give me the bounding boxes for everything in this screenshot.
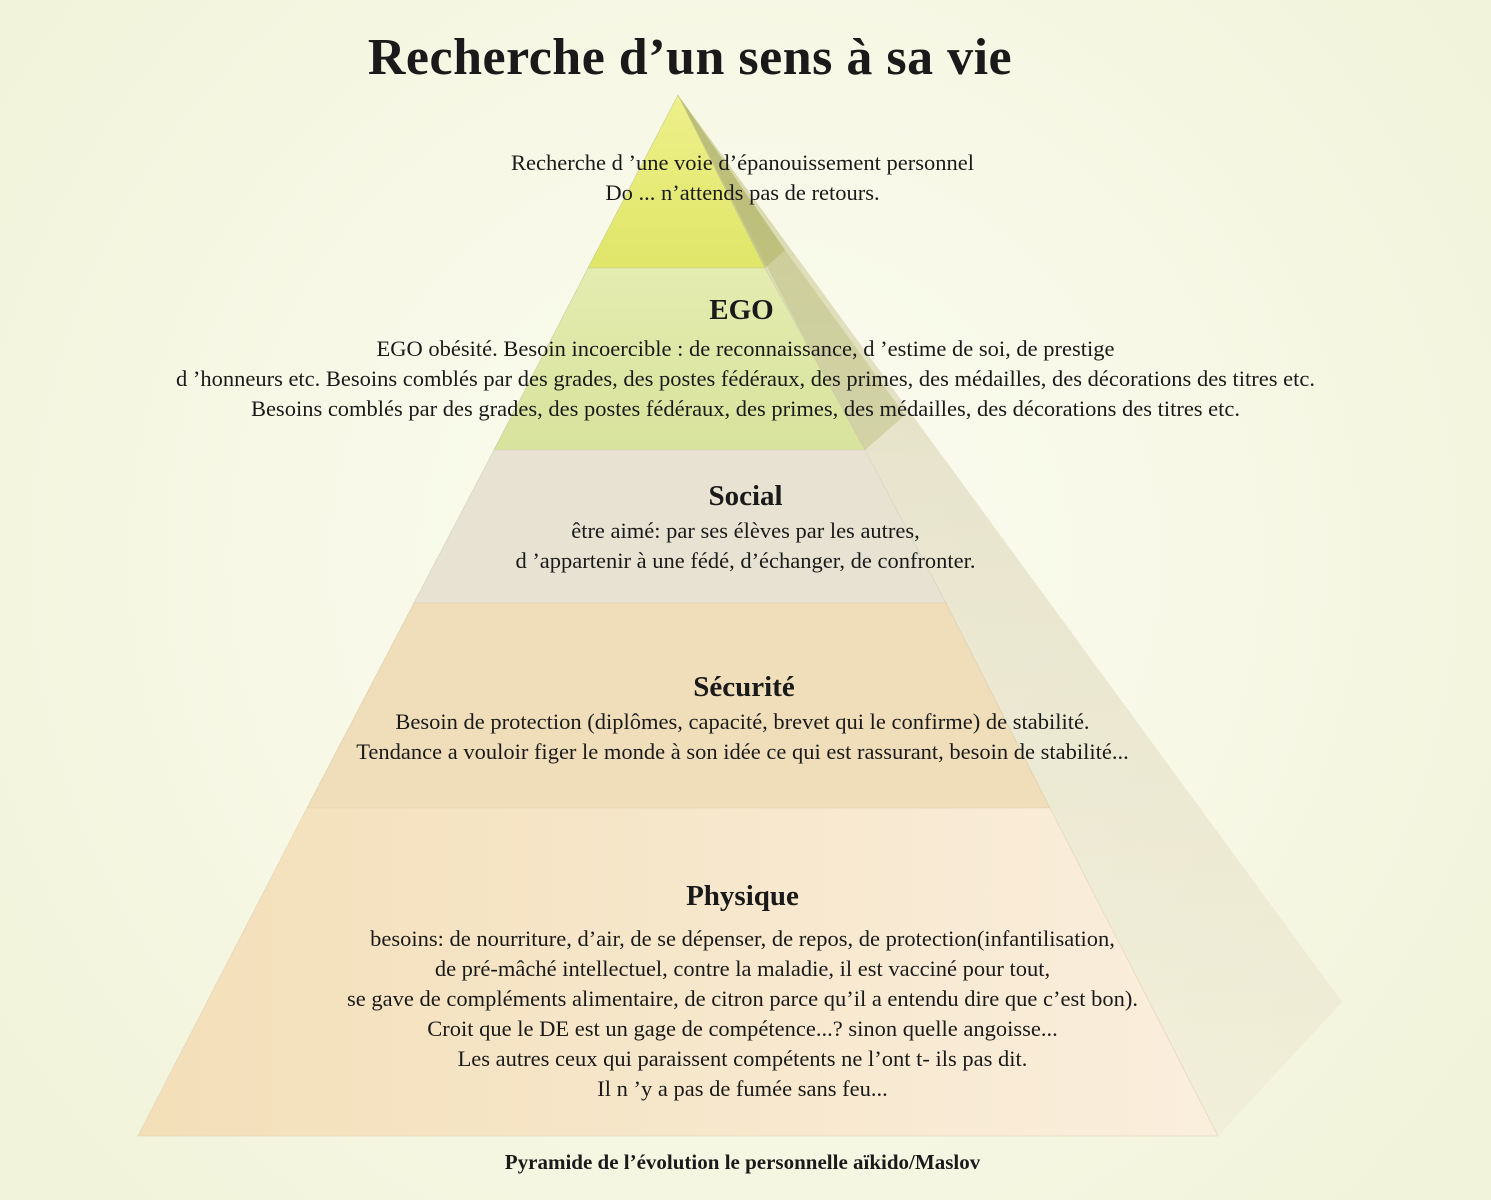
level-social-line: d ’appartenir à une fédé, d’échanger, de confronter. [515,548,976,573]
level-top-line: Do ... n’attends pas de retours. [605,180,880,205]
level-social [0,478,1491,576]
level-physique [0,878,1485,1104]
level-ego [0,292,1491,424]
level-social-heading: Social [708,480,783,512]
level-physique-line: besoins: de nourriture, d’air, de se dépenser, de repos, de protection(infantilisation, [370,926,1115,951]
page-title: Recherche d’un sens à sa vie [367,29,1013,86]
level-social-line: être aimé: par ses élèves par les autres, [571,518,920,543]
level-physique-heading: Physique [686,880,799,912]
level-top [0,148,1485,208]
diagram-caption: Pyramide de l’évolution le personnelle aïkido/Maslov [504,1150,981,1174]
level-ego-heading: EGO [709,294,774,326]
level-physique-line: Croit que le DE est un gage de compétence...? sinon quelle angoisse... [427,1016,1058,1041]
level-securite-line: Tendance a vouloir figer le monde à son idée ce qui est rassurant, besoin de stabilité... [356,739,1129,764]
level-ego-line: EGO obésité. Besoin incoercible : de reconnaissance, d ’estime de soi, de prestige [376,336,1115,361]
level-physique-line: Il n ’y a pas de fumée sans feu... [597,1076,888,1101]
level-securite [0,669,1485,767]
level-securite-line: Besoin de protection (diplômes, capacité, brevet qui le confirme) de stabilité. [395,709,1090,734]
level-securite-heading: Sécurité [693,671,795,703]
level-top-line: Recherche d ’une voie d’épanouissement personnel [511,150,974,175]
level-physique-line: de pré-mâché intellectuel, contre la maladie, il est vacciné pour tout, [434,956,1051,981]
level-physique-line: Les autres ceux qui paraissent compétents ne l’ont t- ils pas dit. [457,1046,1028,1071]
level-physique-line: se gave de compléments alimentaire, de citron parce qu’il a entendu dire que c’est bon). [347,986,1138,1011]
level-ego-line: d ’honneurs etc. Besoins comblés par des grades, des postes fédéraux, des primes, des médailles, des décorations des titres etc. [175,366,1316,391]
level-ego-line: Besoins comblés par des grades, des postes fédéraux, des primes, des médailles, des décorations des titres etc. [250,396,1241,421]
